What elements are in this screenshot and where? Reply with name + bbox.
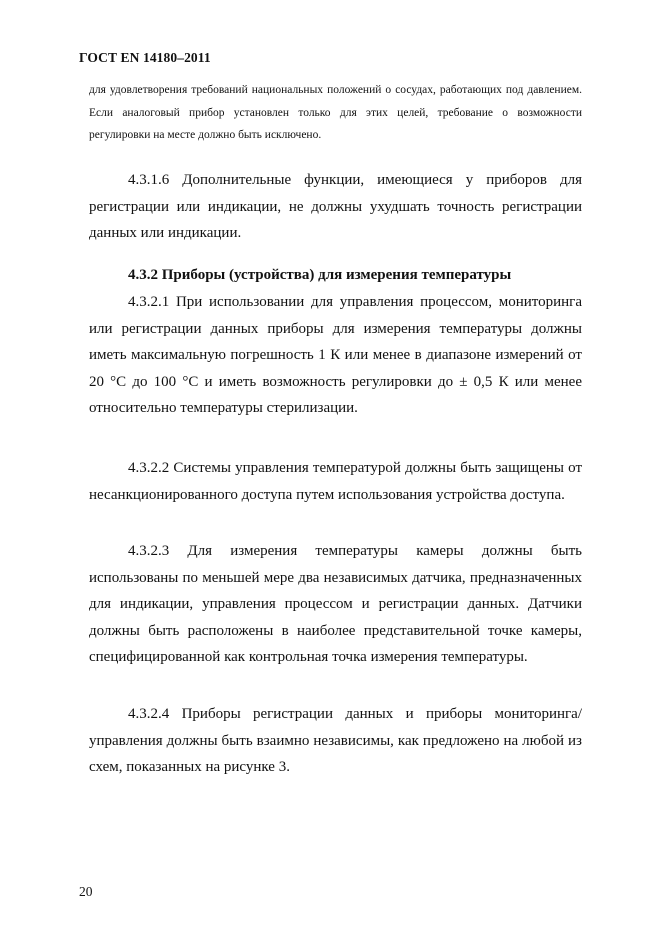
- paragraph-4-3-2-3: [89, 538, 582, 671]
- paragraph-4-3-2-2: [89, 455, 582, 508]
- paragraph-text: 4.3.2.1 При использовании для управления процессом, мониторинга или регистрации данных приборы для измерения температуры должны иметь максимальную погрешность 1 К или менее в диапазоне измерений от 20 °С до 100 °С и иметь возможность регулировки до ± 0,5 К или менее относительно температуры стерилизации.: [89, 294, 582, 416]
- paragraph-4-3-2-4: [89, 701, 582, 781]
- section-heading-4-3-2: [89, 262, 582, 289]
- paragraph-4-3-2-1: [89, 289, 582, 422]
- paragraph-4-3-1-6: [89, 167, 582, 247]
- document-code-header: ГОСТ EN 14180–2011: [79, 50, 211, 65]
- paragraph-text: 4.3.2.2 Системы управления температурой должны быть защищены от несанкционированного доступа путем использования устройства доступа.: [89, 460, 582, 503]
- note-continuation-text: для удовлетворения требований национальных положений о сосудах, работающих под давлением. Если аналоговый прибор установлен только для этих целей, требование о возможности регулировки на месте должно быть исключено.: [89, 84, 582, 141]
- page-number: 20: [79, 884, 93, 899]
- paragraph-text: 4.3.1.6 Дополнительные функции, имеющиеся у приборов для регистрации или индикации, не должны ухудшать точность регистрации данных или индикации.: [89, 172, 582, 241]
- paragraph-text: 4.3.2.4 Приборы регистрации данных и приборы мониторинга/управления должны быть взаимно независимы, как предложено на любой из схем, показанных на рисунке 3.: [89, 706, 582, 775]
- section-heading-text: 4.3.2 Приборы (устройства) для измерения температуры: [128, 267, 512, 283]
- paragraph-text: 4.3.2.3 Для измерения температуры камеры должны быть использованы по меньшей мере два независимых датчика, предназначенных для индикации, управления процессом и регистрации данных. Датчики должны быть расположены в наиболее представительной точке камеры, специфицированной как контрольная точка измерения температуры.: [89, 543, 582, 665]
